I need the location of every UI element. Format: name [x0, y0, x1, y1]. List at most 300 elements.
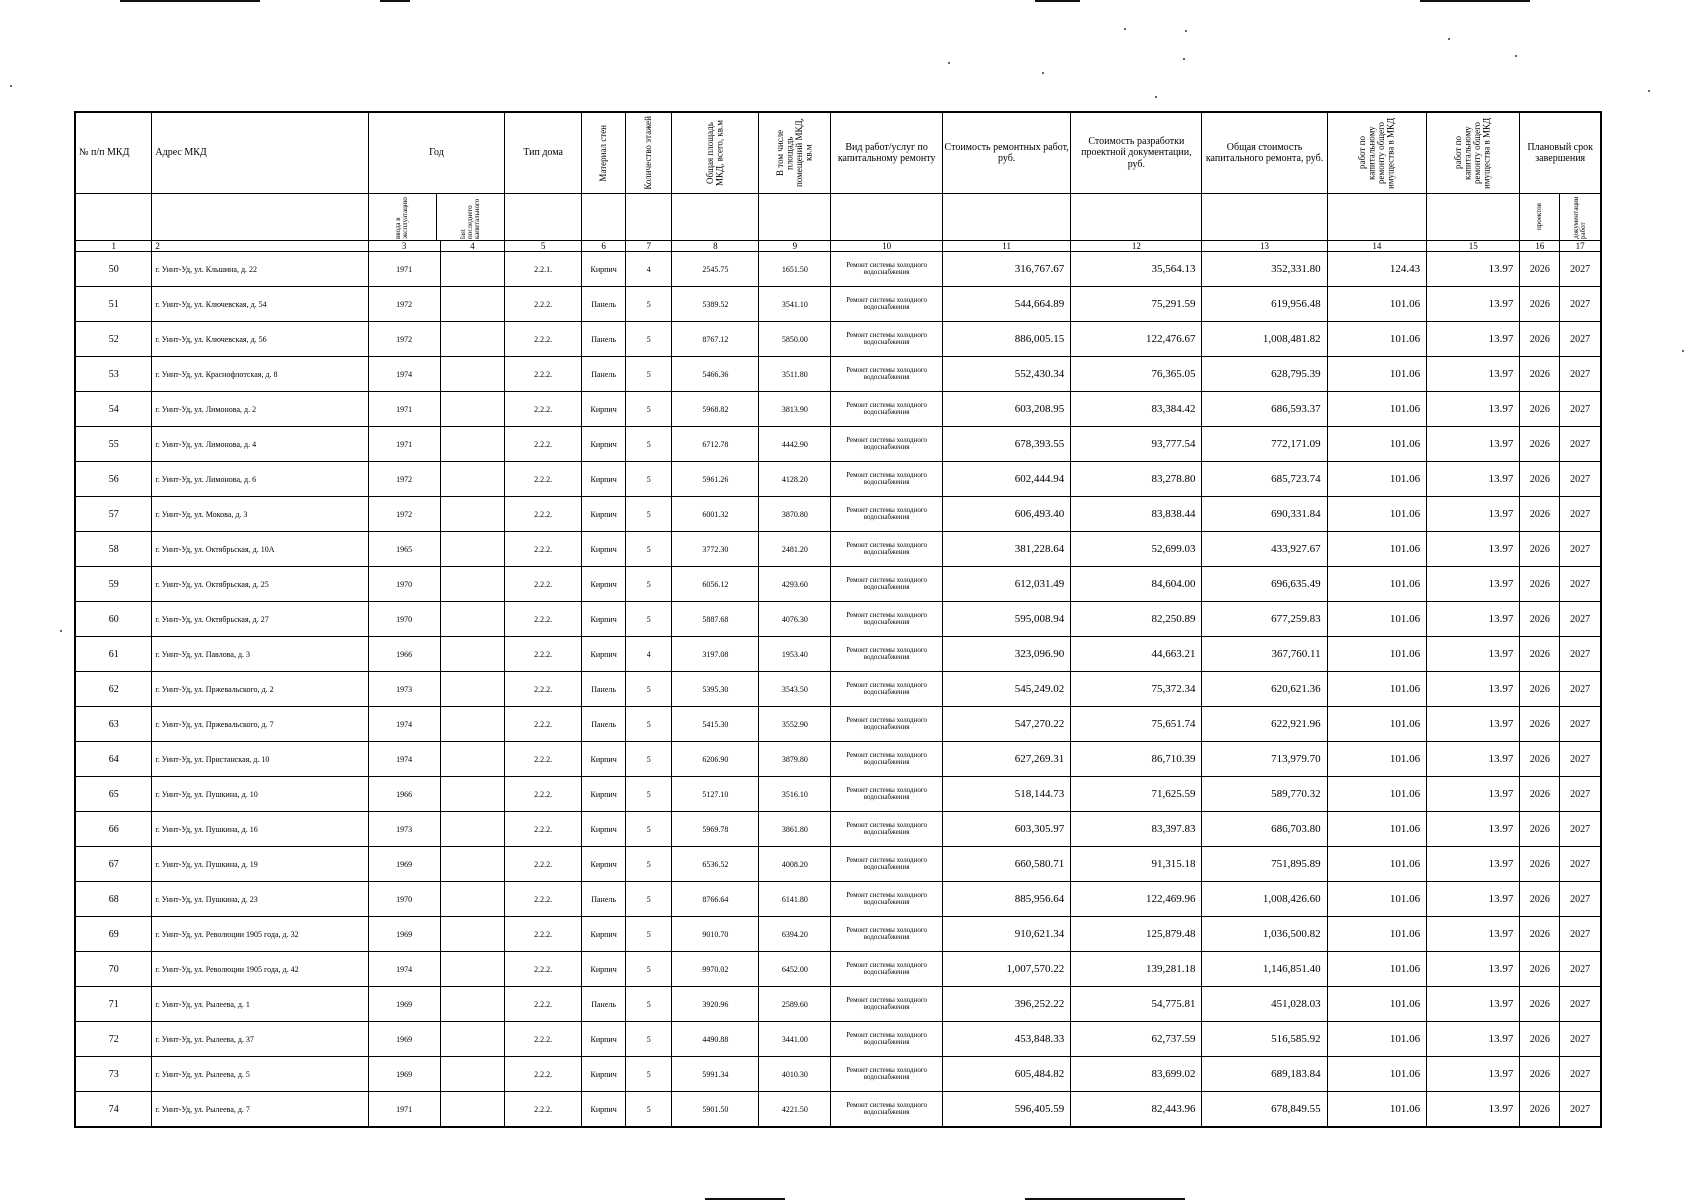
cell-col-14: 101.06 — [1327, 637, 1426, 672]
cell-deadline-1: 2026 — [1520, 742, 1560, 777]
cell-year-repair — [440, 567, 505, 602]
cell-floors: 5 — [626, 357, 672, 392]
cell-year-repair — [440, 1022, 505, 1057]
cell-year-repair — [440, 987, 505, 1022]
cell-house-type: 2.2.1. — [505, 252, 582, 287]
cell-deadline-2: 2027 — [1560, 287, 1601, 322]
cell-area-total: 5466.36 — [672, 357, 759, 392]
cell-cost-doc: 122,476.67 — [1071, 322, 1202, 357]
cell-col-14: 101.06 — [1327, 847, 1426, 882]
cell-year-repair — [440, 462, 505, 497]
column-index: 8 — [672, 241, 759, 252]
cell-year-repair — [440, 637, 505, 672]
cell-house-type: 2.2.2. — [505, 777, 582, 812]
header-cost-total: Общая стоимость капитального ремонта, руб. — [1202, 112, 1327, 194]
header-col-14 — [1327, 112, 1426, 194]
cell-house-type: 2.2.2. — [505, 917, 582, 952]
cell-house-type: 2.2.2. — [505, 672, 582, 707]
cell-deadline-2: 2027 — [1560, 567, 1601, 602]
header-area-rooms-text: В том числе площадь помещений МКД, кв.м — [774, 118, 814, 188]
cell-wall-material: Кирпич — [582, 462, 626, 497]
cell-work-type: Ремонт системы холодного водоснабжения — [831, 392, 943, 427]
cell-wall-material: Кирпич — [582, 1022, 626, 1057]
cell-work-type: Ремонт системы холодного водоснабжения — [831, 567, 943, 602]
table-row — [75, 812, 1601, 847]
cell-col-15: 13.97 — [1427, 672, 1520, 707]
scan-artifact-dot — [1682, 350, 1684, 352]
cell-area-total: 5991.34 — [672, 1057, 759, 1092]
cell-col-14: 101.06 — [1327, 287, 1426, 322]
cell-deadline-1: 2026 — [1520, 1022, 1560, 1057]
scan-artifact-dot — [1124, 28, 1126, 30]
scan-artifact-dot — [1515, 55, 1517, 57]
cell-deadline-2: 2027 — [1560, 497, 1601, 532]
cell-col-14: 101.06 — [1327, 777, 1426, 812]
cell-year-built: 1974 — [368, 952, 440, 987]
cell-col-15: 13.97 — [1427, 252, 1520, 287]
cell-cost-total: 751,895.89 — [1202, 847, 1327, 882]
cell-floors: 5 — [626, 462, 672, 497]
cell-work-type: Ремонт системы холодного водоснабжения — [831, 882, 943, 917]
subheader-cell — [831, 194, 943, 241]
cell-area-total: 6536.52 — [672, 847, 759, 882]
cell-area-rooms: 6394.20 — [759, 917, 831, 952]
cell-year-repair — [440, 847, 505, 882]
subheader-cell — [1327, 194, 1426, 241]
cell-wall-material: Кирпич — [582, 532, 626, 567]
header-area-rooms — [759, 112, 831, 194]
cell-deadline-2: 2027 — [1560, 1022, 1601, 1057]
cell-address: г. Уинт-Уд, ул. Революции 1905 года, д. 42 — [152, 952, 368, 987]
cell-work-type: Ремонт системы холодного водоснабжения — [831, 1022, 943, 1057]
column-index: 6 — [582, 241, 626, 252]
table-row — [75, 987, 1601, 1022]
cell-col-14: 101.06 — [1327, 1022, 1426, 1057]
cell-cost-work: 381,228.64 — [943, 532, 1071, 567]
cell-address: г. Уинт-Уд, ул. Пристанская, д. 10 — [152, 742, 368, 777]
cell-area-total: 5415.30 — [672, 707, 759, 742]
cell-number: 53 — [75, 357, 152, 392]
cell-area-rooms: 3870.80 — [759, 497, 831, 532]
cell-floors: 5 — [626, 987, 672, 1022]
cell-col-15: 13.97 — [1427, 427, 1520, 462]
cell-deadline-1: 2026 — [1520, 637, 1560, 672]
cell-cost-total: 352,331.80 — [1202, 252, 1327, 287]
cell-cost-total: 451,028.03 — [1202, 987, 1327, 1022]
cell-number: 51 — [75, 287, 152, 322]
cell-floors: 5 — [626, 497, 672, 532]
cell-deadline-2: 2027 — [1560, 357, 1601, 392]
cell-cost-total: 685,723.74 — [1202, 462, 1327, 497]
column-index: 16 — [1520, 241, 1560, 252]
cell-year-repair — [440, 1092, 505, 1128]
cell-col-14: 124.43 — [1327, 252, 1426, 287]
cell-year-built: 1970 — [368, 602, 440, 637]
cell-house-type: 2.2.2. — [505, 497, 582, 532]
cell-col-15: 13.97 — [1427, 882, 1520, 917]
subheader-year — [368, 194, 504, 241]
header-number: № п/п МКД — [75, 112, 152, 194]
cell-address: г. Уинт-Уд, ул. Рылеева, д. 1 — [152, 987, 368, 1022]
header-floors-text: Количество этажей — [643, 116, 654, 190]
cell-number: 55 — [75, 427, 152, 462]
column-index: 9 — [759, 241, 831, 252]
cell-work-type: Ремонт системы холодного водоснабжения — [831, 462, 943, 497]
cell-work-type: Ремонт системы холодного водоснабжения — [831, 952, 943, 987]
cell-floors: 5 — [626, 427, 672, 462]
table-row — [75, 287, 1601, 322]
cell-area-rooms: 4076.30 — [759, 602, 831, 637]
header-address: Адрес МКД — [152, 112, 368, 194]
cell-col-15: 13.97 — [1427, 812, 1520, 847]
cell-number: 70 — [75, 952, 152, 987]
table-row — [75, 462, 1601, 497]
cell-area-total: 3920.96 — [672, 987, 759, 1022]
cell-area-rooms: 5850.00 — [759, 322, 831, 357]
subheader-16-text: проектов — [1535, 203, 1544, 231]
cell-work-type: Ремонт системы холодного водоснабжения — [831, 672, 943, 707]
table-row — [75, 427, 1601, 462]
cell-year-built: 1973 — [368, 672, 440, 707]
cell-cost-doc: 83,384.42 — [1071, 392, 1202, 427]
cell-address: г. Уинт-Уд, ул. Пржевальского, д. 7 — [152, 707, 368, 742]
scan-artifact-dot — [1183, 58, 1185, 60]
cell-area-rooms: 4293.60 — [759, 567, 831, 602]
table-row — [75, 742, 1601, 777]
cell-area-total: 8766.64 — [672, 882, 759, 917]
cell-deadline-1: 2026 — [1520, 252, 1560, 287]
cell-deadline-2: 2027 — [1560, 252, 1601, 287]
scan-artifact-dot — [1042, 72, 1044, 74]
scan-artifact-dot — [10, 85, 12, 87]
cell-cost-total: 622,921.96 — [1202, 707, 1327, 742]
cell-deadline-2: 2027 — [1560, 1057, 1601, 1092]
cell-cost-total: 433,927.67 — [1202, 532, 1327, 567]
cell-house-type: 2.2.2. — [505, 707, 582, 742]
cell-floors: 5 — [626, 567, 672, 602]
cell-year-repair — [440, 602, 505, 637]
column-index: 13 — [1202, 241, 1327, 252]
header-house-type: Тип дома — [505, 112, 582, 194]
cell-area-rooms: 3861.80 — [759, 812, 831, 847]
cell-work-type: Ремонт системы холодного водоснабжения — [831, 1092, 943, 1128]
cell-number: 64 — [75, 742, 152, 777]
cell-work-type: Ремонт системы холодного водоснабжения — [831, 847, 943, 882]
cell-area-total: 5389.52 — [672, 287, 759, 322]
cell-address: г. Уинт-Уд, ул. Рылеева, д. 7 — [152, 1092, 368, 1128]
cell-house-type: 2.2.2. — [505, 847, 582, 882]
cell-col-14: 101.06 — [1327, 602, 1426, 637]
cell-deadline-2: 2027 — [1560, 777, 1601, 812]
cell-cost-total: 1,146,851.40 — [1202, 952, 1327, 987]
cell-year-repair — [440, 322, 505, 357]
cell-number: 62 — [75, 672, 152, 707]
cell-col-15: 13.97 — [1427, 602, 1520, 637]
cell-col-14: 101.06 — [1327, 707, 1426, 742]
cell-wall-material: Кирпич — [582, 567, 626, 602]
cell-work-type: Ремонт системы холодного водоснабжения — [831, 602, 943, 637]
cell-cost-doc: 83,397.83 — [1071, 812, 1202, 847]
cell-cost-total: 628,795.39 — [1202, 357, 1327, 392]
cell-number: 60 — [75, 602, 152, 637]
cell-year-built: 1965 — [368, 532, 440, 567]
cell-cost-total: 690,331.84 — [1202, 497, 1327, 532]
cell-year-built: 1971 — [368, 1092, 440, 1128]
cell-area-total: 5395.30 — [672, 672, 759, 707]
header-work-type: Вид работ/услуг по капитальному ремонту — [831, 112, 943, 194]
scan-artifact-dot — [1155, 96, 1157, 98]
cell-area-rooms: 3441.00 — [759, 1022, 831, 1057]
cell-area-rooms: 3511.80 — [759, 357, 831, 392]
cell-cost-work: 886,005.15 — [943, 322, 1071, 357]
cell-floors: 5 — [626, 532, 672, 567]
cell-number: 58 — [75, 532, 152, 567]
cell-year-repair — [440, 252, 505, 287]
cell-cost-total: 678,849.55 — [1202, 1092, 1327, 1128]
cell-cost-doc: 54,775.81 — [1071, 987, 1202, 1022]
subheader-row — [75, 194, 1601, 241]
cell-floors: 5 — [626, 742, 672, 777]
cell-cost-doc: 83,699.02 — [1071, 1057, 1202, 1092]
cell-floors: 5 — [626, 847, 672, 882]
table-row — [75, 672, 1601, 707]
cell-cost-total: 620,621.36 — [1202, 672, 1327, 707]
scan-artifact-line — [1420, 0, 1530, 2]
cell-wall-material: Панель — [582, 672, 626, 707]
column-index: 7 — [626, 241, 672, 252]
cell-house-type: 2.2.2. — [505, 987, 582, 1022]
cell-address: г. Уинт-Уд, ул. Лимонова, д. 6 — [152, 462, 368, 497]
cell-area-total: 5961.26 — [672, 462, 759, 497]
cell-col-15: 13.97 — [1427, 567, 1520, 602]
column-index: 10 — [831, 241, 943, 252]
cell-area-rooms: 3541.10 — [759, 287, 831, 322]
cell-deadline-1: 2026 — [1520, 357, 1560, 392]
cell-col-14: 101.06 — [1327, 882, 1426, 917]
table-row — [75, 917, 1601, 952]
subheader-cell — [672, 194, 759, 241]
cell-cost-total: 772,171.09 — [1202, 427, 1327, 462]
cell-year-repair — [440, 917, 505, 952]
subheader-17-text: документации работ — [1572, 196, 1588, 239]
subheader-year-1: ввода в эксплуатацию — [394, 197, 410, 239]
table-row — [75, 882, 1601, 917]
cell-work-type: Ремонт системы холодного водоснабжения — [831, 252, 943, 287]
cell-wall-material: Кирпич — [582, 392, 626, 427]
subheader-cell — [1071, 194, 1202, 241]
cell-address: г. Уинт-Уд, ул. Павлова, д. 3 — [152, 637, 368, 672]
table-row — [75, 1022, 1601, 1057]
cell-cost-work: 544,664.89 — [943, 287, 1071, 322]
cell-cost-total: 686,593.37 — [1202, 392, 1327, 427]
cell-col-15: 13.97 — [1427, 917, 1520, 952]
cell-number: 57 — [75, 497, 152, 532]
header-row — [75, 112, 1601, 194]
scan-artifact-dot — [948, 62, 950, 64]
cell-deadline-1: 2026 — [1520, 987, 1560, 1022]
cell-col-14: 101.06 — [1327, 952, 1426, 987]
table-row — [75, 602, 1601, 637]
subheader-deadline-1 — [1520, 194, 1560, 241]
cell-wall-material: Кирпич — [582, 742, 626, 777]
cell-area-rooms: 1953.40 — [759, 637, 831, 672]
cell-floors: 5 — [626, 1022, 672, 1057]
cell-deadline-2: 2027 — [1560, 392, 1601, 427]
cell-cost-doc: 75,372.34 — [1071, 672, 1202, 707]
cell-area-total: 9010.70 — [672, 917, 759, 952]
cell-deadline-2: 2027 — [1560, 602, 1601, 637]
cell-work-type: Ремонт системы холодного водоснабжения — [831, 987, 943, 1022]
cell-area-rooms: 2589.60 — [759, 987, 831, 1022]
cell-area-total: 5127.10 — [672, 777, 759, 812]
cell-floors: 5 — [626, 882, 672, 917]
cell-cost-total: 713,979.70 — [1202, 742, 1327, 777]
subheader-cell — [759, 194, 831, 241]
cell-deadline-2: 2027 — [1560, 917, 1601, 952]
cell-area-total: 3197.08 — [672, 637, 759, 672]
cell-work-type: Ремонт системы холодного водоснабжения — [831, 497, 943, 532]
cell-cost-doc: 75,291.59 — [1071, 287, 1202, 322]
cell-area-rooms: 4442.90 — [759, 427, 831, 462]
cell-floors: 5 — [626, 287, 672, 322]
cell-work-type: Ремонт системы холодного водоснабжения — [831, 637, 943, 672]
cell-year-built: 1974 — [368, 357, 440, 392]
cell-address: г. Уинт-Уд, ул. Октябрьская, д. 10А — [152, 532, 368, 567]
cell-cost-doc: 83,838.44 — [1071, 497, 1202, 532]
cell-cost-doc: 139,281.18 — [1071, 952, 1202, 987]
cell-work-type: Ремонт системы холодного водоснабжения — [831, 742, 943, 777]
cell-number: 68 — [75, 882, 152, 917]
cell-number: 67 — [75, 847, 152, 882]
cell-col-14: 101.06 — [1327, 322, 1426, 357]
cell-cost-work: 323,096.90 — [943, 637, 1071, 672]
cell-house-type: 2.2.2. — [505, 427, 582, 462]
cell-cost-doc: 93,777.54 — [1071, 427, 1202, 462]
cell-cost-total: 367,760.11 — [1202, 637, 1327, 672]
cell-area-rooms: 3552.90 — [759, 707, 831, 742]
cell-house-type: 2.2.2. — [505, 357, 582, 392]
cell-wall-material: Кирпич — [582, 812, 626, 847]
cell-year-repair — [440, 427, 505, 462]
cell-col-15: 13.97 — [1427, 777, 1520, 812]
cell-area-rooms: 4128.20 — [759, 462, 831, 497]
cell-address: г. Уинт-Уд, ул. Октябрьская, д. 25 — [152, 567, 368, 602]
cell-work-type: Ремонт системы холодного водоснабжения — [831, 1057, 943, 1092]
header-deadline: Плановый срок завершения — [1520, 112, 1601, 194]
column-index: 3 — [368, 241, 440, 252]
cell-col-15: 13.97 — [1427, 462, 1520, 497]
cell-cost-doc: 52,699.03 — [1071, 532, 1202, 567]
cell-area-total: 5887.68 — [672, 602, 759, 637]
cell-year-repair — [440, 357, 505, 392]
cell-address: г. Уинт-Уд, ул. Лимонова, д. 4 — [152, 427, 368, 462]
cell-deadline-2: 2027 — [1560, 1092, 1601, 1128]
cell-deadline-2: 2027 — [1560, 847, 1601, 882]
cell-wall-material: Панель — [582, 882, 626, 917]
cell-number: 69 — [75, 917, 152, 952]
cell-wall-material: Кирпич — [582, 917, 626, 952]
cell-year-repair — [440, 952, 505, 987]
cell-cost-total: 589,770.32 — [1202, 777, 1327, 812]
cell-year-repair — [440, 777, 505, 812]
cell-year-built: 1969 — [368, 847, 440, 882]
cell-wall-material: Кирпич — [582, 252, 626, 287]
cell-cost-doc: 62,737.59 — [1071, 1022, 1202, 1057]
cell-cost-doc: 86,710.39 — [1071, 742, 1202, 777]
cell-cost-total: 686,703.80 — [1202, 812, 1327, 847]
cell-cost-work: 605,484.82 — [943, 1057, 1071, 1092]
cell-wall-material: Панель — [582, 287, 626, 322]
cell-col-14: 101.06 — [1327, 742, 1426, 777]
cell-area-total: 6001.32 — [672, 497, 759, 532]
cell-area-rooms: 3879.80 — [759, 742, 831, 777]
cell-col-15: 13.97 — [1427, 497, 1520, 532]
cell-deadline-1: 2026 — [1520, 847, 1560, 882]
cell-cost-total: 1,008,426.60 — [1202, 882, 1327, 917]
cell-cost-total: 1,036,500.82 — [1202, 917, 1327, 952]
cell-number: 52 — [75, 322, 152, 357]
header-col-15 — [1427, 112, 1520, 194]
cell-deadline-2: 2027 — [1560, 427, 1601, 462]
cell-area-total: 8767.12 — [672, 322, 759, 357]
cell-col-14: 101.06 — [1327, 1092, 1426, 1128]
cell-cost-total: 677,259.83 — [1202, 602, 1327, 637]
header-area-total-text: Общая площадь МКД, всего, кв.м — [704, 120, 725, 186]
cell-deadline-1: 2026 — [1520, 917, 1560, 952]
cell-area-total: 9970.02 — [672, 952, 759, 987]
cell-cost-work: 595,008.94 — [943, 602, 1071, 637]
table-row — [75, 952, 1601, 987]
header-wall-material-text: Материал стен — [597, 124, 608, 182]
cell-cost-doc: 71,625.59 — [1071, 777, 1202, 812]
cell-work-type: Ремонт системы холодного водоснабжения — [831, 427, 943, 462]
cell-work-type: Ремонт системы холодного водоснабжения — [831, 812, 943, 847]
cell-wall-material: Панель — [582, 322, 626, 357]
table-row — [75, 357, 1601, 392]
cell-cost-work: 603,208.95 — [943, 392, 1071, 427]
cell-house-type: 2.2.2. — [505, 567, 582, 602]
cell-cost-work: 612,031.49 — [943, 567, 1071, 602]
cell-work-type: Ремонт системы холодного водоснабжения — [831, 357, 943, 392]
subheader-cell — [505, 194, 582, 241]
header-cost-doc: Стоимость разработки проектной документации, руб. — [1071, 112, 1202, 194]
cell-cost-work: 596,405.59 — [943, 1092, 1071, 1128]
cell-floors: 5 — [626, 1092, 672, 1128]
cell-year-built: 1971 — [368, 392, 440, 427]
cell-year-built: 1966 — [368, 637, 440, 672]
cell-work-type: Ремонт системы холодного водоснабжения — [831, 322, 943, 357]
cell-wall-material: Кирпич — [582, 1057, 626, 1092]
capital-repair-table — [74, 111, 1602, 1128]
cell-area-rooms: 3543.50 — [759, 672, 831, 707]
cell-number: 54 — [75, 392, 152, 427]
cell-cost-work: 678,393.55 — [943, 427, 1071, 462]
cell-col-14: 101.06 — [1327, 427, 1426, 462]
cell-floors: 5 — [626, 1057, 672, 1092]
cell-cost-doc: 82,250.89 — [1071, 602, 1202, 637]
subheader-year-2: last последнего капитального — [459, 198, 482, 239]
column-index-row — [75, 241, 1601, 252]
cell-col-14: 101.06 — [1327, 567, 1426, 602]
cell-deadline-1: 2026 — [1520, 287, 1560, 322]
column-index: 12 — [1071, 241, 1202, 252]
cell-address: г. Уинт-Уд, ул. Ключевская, д. 56 — [152, 322, 368, 357]
table-row — [75, 532, 1601, 567]
cell-year-repair — [440, 742, 505, 777]
cell-cost-doc: 76,365.05 — [1071, 357, 1202, 392]
subheader-cell — [1202, 194, 1327, 241]
cell-deadline-1: 2026 — [1520, 707, 1560, 742]
